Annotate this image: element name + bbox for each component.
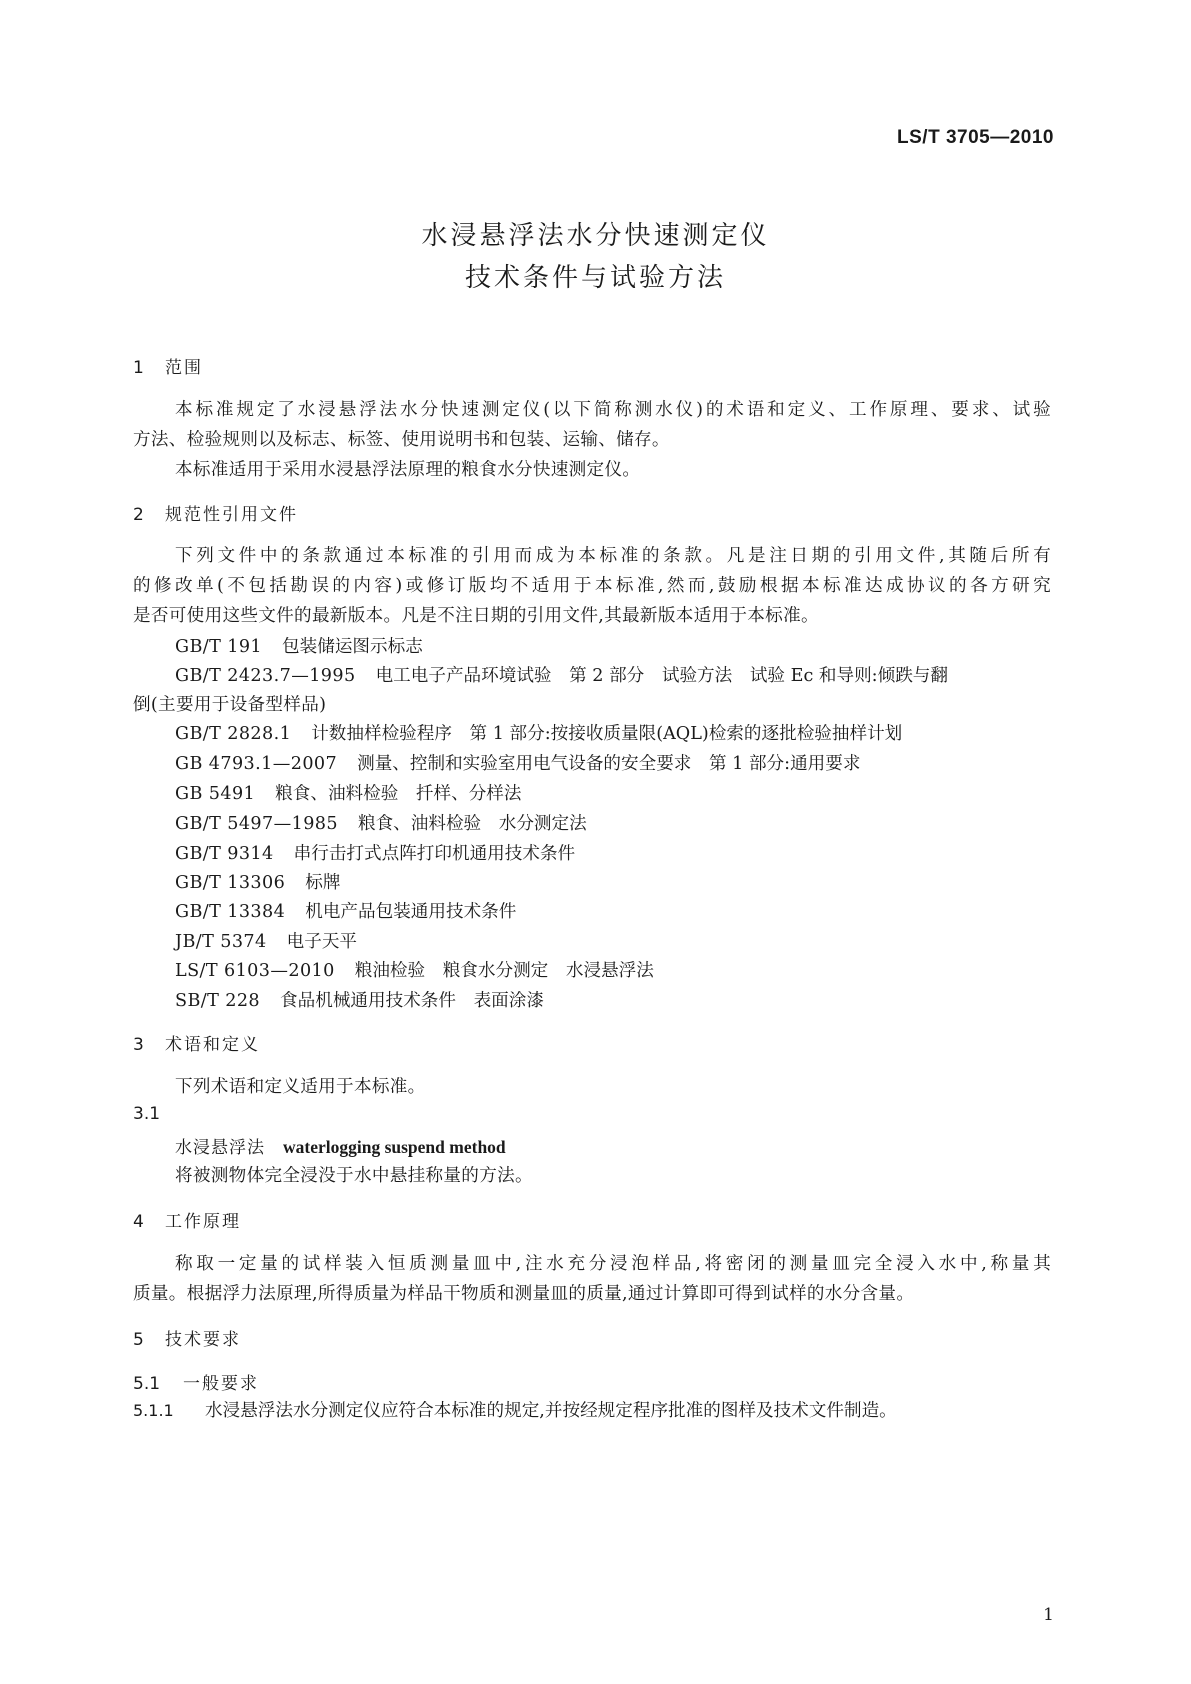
reference-code: SB/T 228 xyxy=(175,991,261,1011)
document-title-line2: 技术条件与试验方法 xyxy=(464,263,726,293)
reference-code: GB/T 13384 xyxy=(175,902,286,922)
reference-title: 机电产品包装通用技术条件 xyxy=(305,902,517,922)
section-number: 2 xyxy=(133,505,144,525)
reference-title-continuation: 倒(主要用于设备型样品) xyxy=(133,695,327,715)
paragraph-line: 方法、检验规则以及标志、标签、使用说明书和包装、运输、储存。 xyxy=(133,430,670,450)
paragraph-line: 称取一定量的试样装入恒质测量皿中,注水充分浸泡样品,将密闭的测量皿完全浸入水中,称量其 xyxy=(175,1254,1051,1274)
reference-code: GB/T 2828.1 xyxy=(175,724,292,744)
standard-number: LS/T 3705—2010 xyxy=(897,127,1054,148)
term-definition: 将被测物体完全浸没于水中悬挂称量的方法。 xyxy=(175,1166,533,1186)
clause-5-1-1 xyxy=(133,1397,897,1422)
reference-title: 食品机械通用技术条件 表面涂漆 xyxy=(280,991,544,1011)
paragraph-line: 质量。根据浮力法原理,所得质量为样品干物质和测量皿的质量,通过计算即可得到试样的水分含量。 xyxy=(133,1284,915,1304)
paragraph-line: 是否可使用这些文件的最新版本。凡是不注日期的引用文件,其最新版本适用于本标准。 xyxy=(133,606,819,626)
reference-code: GB/T 5497—1985 xyxy=(175,814,338,834)
reference-code: GB 4793.1—2007 xyxy=(175,754,338,774)
paragraph-line: 的修改单(不包括勘误的内容)或修订版均不适用于本标准,然而,鼓励根据本标准达成协议的各方研究 xyxy=(133,576,1051,596)
reference-title: 测量、控制和实验室用电气设备的安全要求 第 1 部分:通用要求 xyxy=(357,754,861,774)
clause-text: 水浸悬浮法水分测定仪应符合本标准的规定,并按经规定程序批准的图样及技术文件制造。 xyxy=(205,1401,897,1421)
reference-item xyxy=(175,750,860,775)
reference-title: 标牌 xyxy=(305,873,341,893)
reference-item xyxy=(175,810,587,835)
section-number: 3 xyxy=(133,1035,144,1055)
paragraph: 本标准适用于采用水浸悬浮法原理的粮食水分快速测定仪。 xyxy=(175,460,641,480)
reference-code: GB/T 13306 xyxy=(175,873,286,893)
reference-item xyxy=(175,633,423,658)
reference-title: 粮食、油料检验 扦样、分样法 xyxy=(275,784,522,804)
term-english: waterlogging suspend method xyxy=(283,1137,506,1157)
term-chinese: 水浸悬浮法 xyxy=(175,1138,265,1158)
section-4-heading xyxy=(133,1207,241,1232)
reference-title: 粮油检验 粮食水分测定 水浸悬浮法 xyxy=(354,961,654,981)
subsection-number: 5.1 xyxy=(133,1374,161,1394)
reference-item xyxy=(175,987,544,1012)
reference-item xyxy=(175,720,902,745)
section-number: 4 xyxy=(133,1212,144,1232)
paragraph: 下列术语和定义适用于本标准。 xyxy=(175,1077,426,1097)
reference-code: LS/T 6103—2010 xyxy=(175,961,335,981)
reference-code: JB/T 5374 xyxy=(175,932,267,952)
paragraph-line: 本标准规定了水浸悬浮法水分快速测定仪(以下简称测水仪)的术语和定义、工作原理、要求、试验 xyxy=(175,400,1051,420)
section-number: 5 xyxy=(133,1330,144,1350)
subsection-title: 一般要求 xyxy=(183,1374,259,1394)
reference-title: 电子天平 xyxy=(286,932,358,952)
document-title-line1: 水浸悬浮法水分快速测定仪 xyxy=(421,221,770,251)
section-5-heading xyxy=(133,1325,241,1350)
reference-item xyxy=(175,780,521,805)
clause-number: 5.1.1 xyxy=(133,1401,174,1420)
term-number: 3.1 xyxy=(133,1104,161,1124)
section-title: 范围 xyxy=(165,358,203,378)
section-2-heading xyxy=(133,500,298,525)
reference-title: 电工电子产品环境试验 第 2 部分 试验方法 试验 Ec 和导则:倾跌与翻 xyxy=(375,666,948,686)
term-entry xyxy=(175,1133,506,1158)
page-number: 1 xyxy=(1043,1605,1054,1625)
section-title: 规范性引用文件 xyxy=(165,505,298,525)
subsection-5-1-heading xyxy=(133,1369,259,1394)
reference-title: 串行击打式点阵打印机通用技术条件 xyxy=(293,844,576,864)
reference-title: 计数抽样检验程序 第 1 部分:按接收质量限(AQL)检索的逐批检验抽样计划 xyxy=(311,724,903,744)
reference-code: GB 5491 xyxy=(175,784,256,804)
reference-item xyxy=(175,869,340,894)
paragraph-line: 下列文件中的条款通过本标准的引用而成为本标准的条款。凡是注日期的引用文件,其随后所有 xyxy=(175,546,1051,566)
reference-title: 包装储运图示标志 xyxy=(282,637,423,657)
reference-code: GB/T 2423.7—1995 xyxy=(175,666,356,686)
section-3-heading xyxy=(133,1030,260,1055)
section-title: 技术要求 xyxy=(165,1330,241,1350)
section-number: 1 xyxy=(133,358,144,378)
reference-item xyxy=(175,662,948,687)
reference-code: GB/T 191 xyxy=(175,637,263,657)
reference-code: GB/T 9314 xyxy=(175,844,274,864)
reference-item xyxy=(175,898,516,923)
section-1-heading xyxy=(133,353,203,378)
section-title: 工作原理 xyxy=(165,1212,241,1232)
reference-item xyxy=(175,840,575,865)
reference-item xyxy=(175,957,654,982)
reference-title: 粮食、油料检验 水分测定法 xyxy=(357,814,587,834)
section-title: 术语和定义 xyxy=(165,1035,260,1055)
reference-item xyxy=(175,928,357,953)
